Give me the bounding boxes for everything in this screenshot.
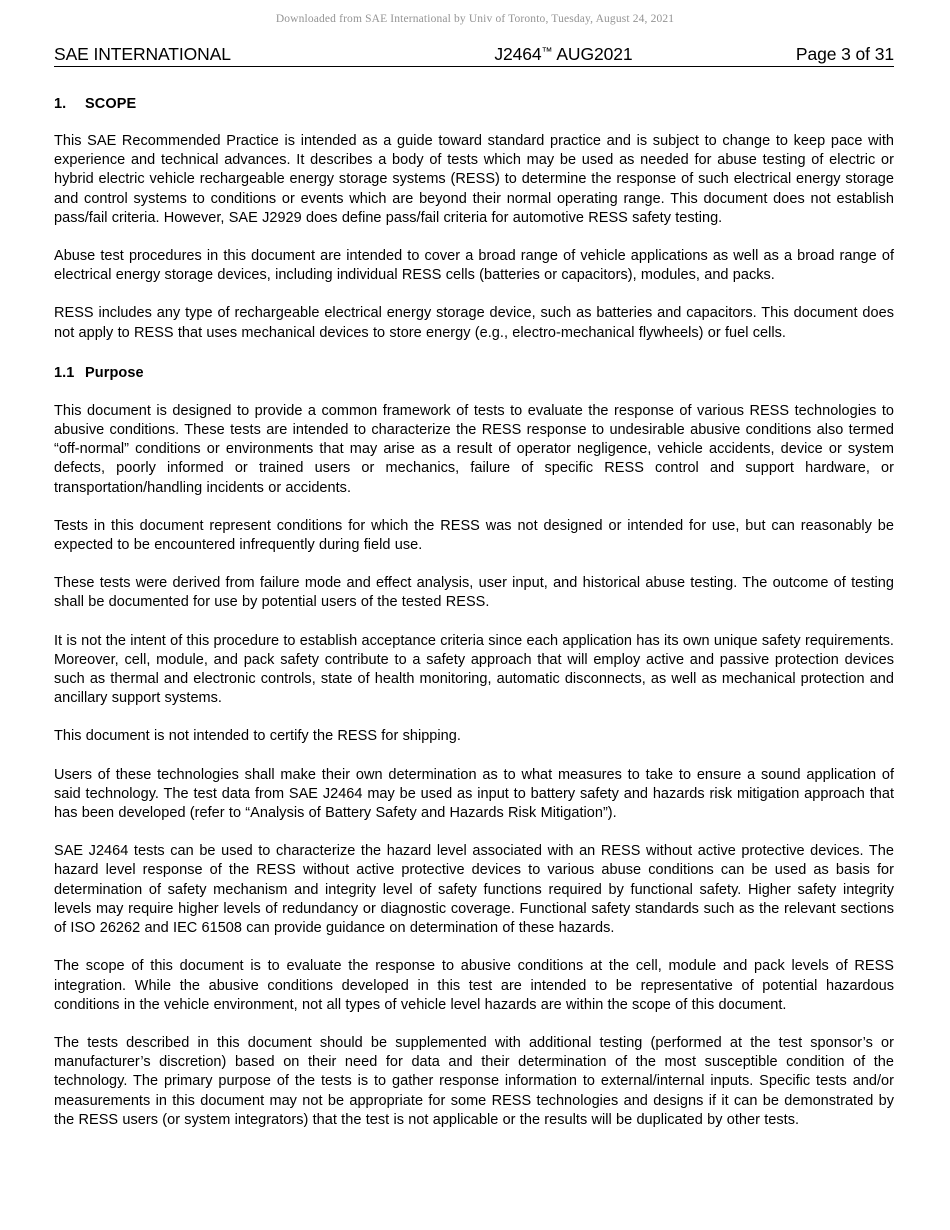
section-title: Purpose <box>85 364 144 381</box>
section-heading-purpose <box>54 365 894 381</box>
paragraph: Users of these technologies shall make their own determination as to what measures to take to ensure a sound application of said technology. The test data from SAE J2464 may be used as input to battery safety and hazards risk mitigation approach that has been developed (refer to “Analysis of Battery Safety and Hazards Risk Mitigation”). <box>54 766 894 822</box>
paragraph: It is not the intent of this procedure to establish acceptance criteria since each application has its own unique safety requirements. Moreover, cell, module, and pack safety contribute to a safety approach that will employ active and passive protection devices such as thermal and electronic controls, state of health monitoring, automatic disconnects, as well as mechanical protection and ancillary support systems. <box>54 632 894 707</box>
section-heading-scope <box>54 96 894 112</box>
header-document-title <box>494 44 632 65</box>
paragraph: This SAE Recommended Practice is intended as a guide toward standard practice and is subject to change to keep pace with experience and technical advances. It describes a body of tests which may be used as needed for abuse testing of electric or hybrid electric vehicle rechargeable energy storage systems (RESS) to determine the response of such electrical energy storage and control systems to conditions or events which are beyond their normal operating range. This document does not establish pass/fail criteria. However, SAE J2929 does define pass/fail criteria for automotive RESS safety testing. <box>54 133 894 226</box>
paragraph: This document is designed to provide a common framework of tests to evaluate the response of various RESS technologies to abusive conditions. These tests are intended to characterize the RESS response to undesirable abusive conditions also termed “off-normal” conditions or environments that may arise as a result of operator negligence, vehicle accidents, device or system defects, poorly informed or trained users or mechanics, failure of specific RESS control and support hardware, or transportation/handling incidents or accidents. <box>54 402 894 496</box>
header-page-indicator: Page 3 of 31 <box>795 44 894 64</box>
paragraph: Abuse test procedures in this document are intended to cover a broad range of vehicle applications as well as a broad range of electrical energy storage devices, including individual RESS cells (batteries or capacitors), modules, and packs. <box>54 248 894 284</box>
header-divider <box>54 66 894 67</box>
paragraph: This document is not intended to certify the RESS for shipping. <box>54 728 461 745</box>
paragraph: RESS includes any type of rechargeable electrical energy storage device, such as batteries and capacitors. This document does not apply to RESS that uses mechanical devices to store energy (e.g., electro-mechanical flywheels) or fuel cells. <box>54 305 894 341</box>
paragraph: The tests described in this document should be supplemented with additional testing (performed at the test sponsor’s or manufacturer’s discretion) based on their need for data and their determination of the most susceptible condition of the technology. The primary purpose of the tests is to gather response information to external/internal inputs. Specific tests and/or measurements in this document may not be appropriate for some RESS technologies and designs if it can be demonstrated by the RESS users (or system integrators) that the test is not applicable or the results will be duplicated by other tests. <box>54 1034 894 1128</box>
document-body <box>54 96 894 1130</box>
section-number: 1.1 <box>54 364 75 381</box>
download-watermark: Downloaded from SAE International by Univ of Toronto, Tuesday, August 24, 2021 <box>275 13 675 25</box>
trademark-icon: ™ <box>541 46 553 58</box>
header-revision-date: AUG2021 <box>552 44 633 64</box>
paragraph: SAE J2464 tests can be used to characterize the hazard level associated with an RESS without active protective devices. The hazard level response of the RESS without active protective devices to various abuse conditions can be used as basis for determination of safety mechanism and integrity level of safety functions required by functional safety. Higher safety integrity levels may require higher levels of redundancy or diagnostic coverage. Functional safety standards such as the relevant sections of ISO 26262 and IEC 61508 can provide guidance on determination of these hazards. <box>54 843 894 937</box>
section-title: SCOPE <box>85 96 137 112</box>
header-document-number: J2464 <box>494 44 542 64</box>
paragraph: Tests in this document represent conditions for which the RESS was not designed or intended for use, but can reasonably be expected to be encountered infrequently during field use. <box>54 517 894 554</box>
paragraph: The scope of this document is to evaluate the response to abusive conditions at the cell, module and pack levels of RESS integration. While the abusive conditions developed in this test are intended to be representative of potential hazardous conditions in the vehicle environment, not all types of vehicle level hazards are within the scope of this document. <box>54 958 894 1013</box>
paragraph: These tests were derived from failure mode and effect analysis, user input, and historical abuse testing. The outcome of testing shall be documented for use by potential users of the tested RESS. <box>54 575 894 611</box>
header-organization: SAE INTERNATIONAL <box>54 44 231 64</box>
section-number: 1. <box>54 96 67 112</box>
